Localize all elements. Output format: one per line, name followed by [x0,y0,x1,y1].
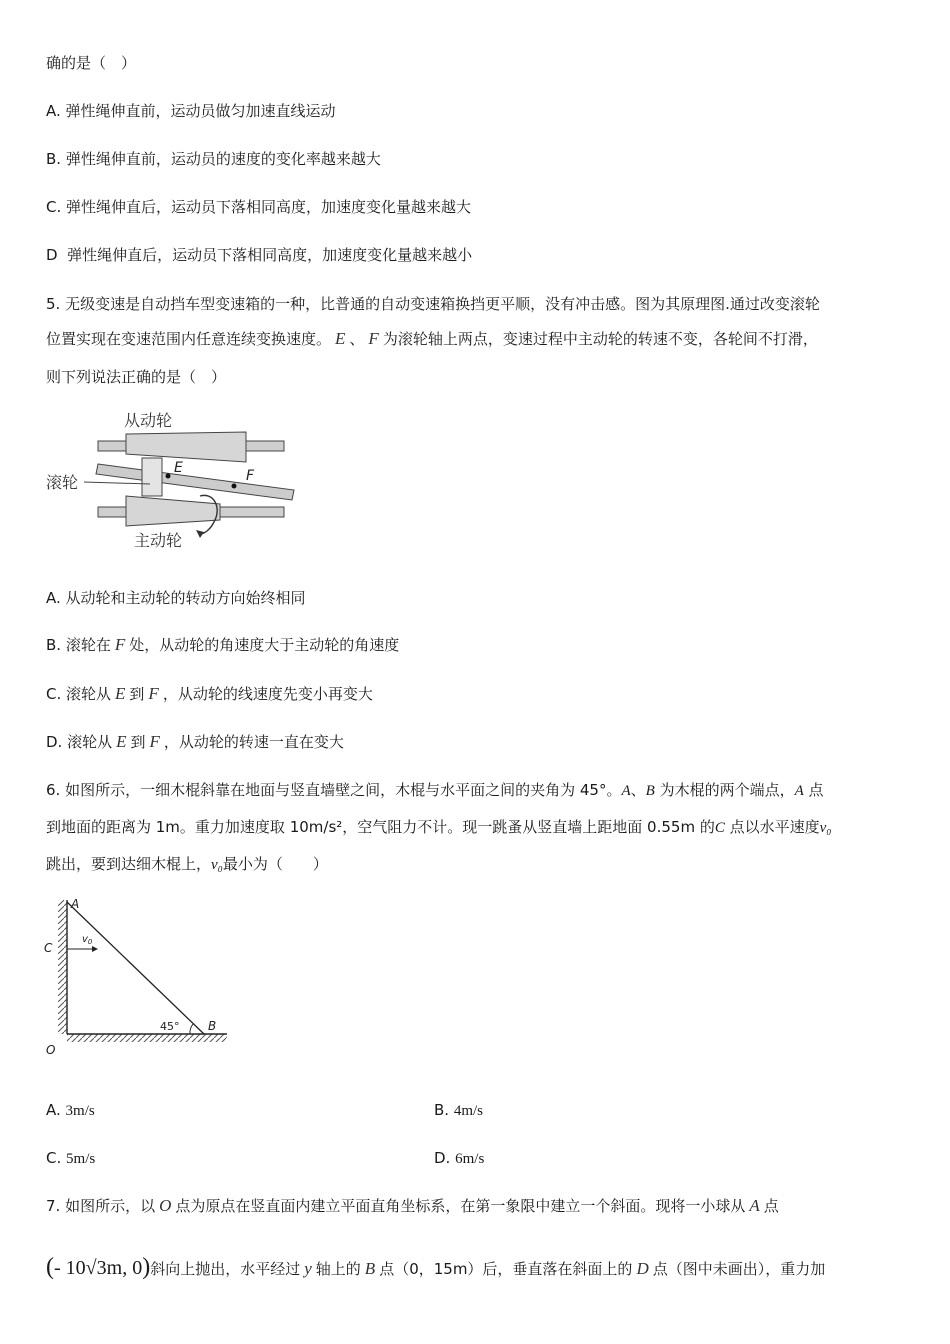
driver-wheel [126,496,220,526]
q7-stem-line2: (- 10√3m, 0)斜向上抛出，水平经过 y 轴上的 B 点（0，15m）后，垂直落在斜面上的 D 点（图中未画出），重力加 [46,1254,826,1280]
q4-option-a: A. 弹性绳伸直前，运动员做匀加速直线运动 [46,102,336,120]
roller [142,458,162,496]
angle-label: 45° [160,1020,180,1033]
ground [67,1034,227,1042]
label-c: C [44,941,53,955]
point-f-label: F [246,468,255,484]
q5-option-d: D. 滚轮从 E 到 F ，从动轮的转速一直在变大 [46,732,344,751]
q6-stem-line2: 到地面的距离为 1m。重力加速度取 10m/s²，空气阻力不计。现一跳蚤从竖直墙上距地面 0.55m 的C 点以水平速度v₀ [46,818,832,836]
point-e-label: E [174,460,183,476]
q6-option-a: A. 3m/s [46,1101,95,1119]
stick [67,902,204,1034]
driver-wheel-label: 主动轮 [134,531,183,550]
q4-option-c: C. 弹性绳伸直后，运动员下落相同高度，加速度变化量越来越大 [46,198,472,216]
stick-diagram [40,894,240,1060]
wall [58,900,67,1034]
q5-option-b: B. 滚轮在 F 处，从动轮的角速度大于主动轮的角速度 [46,635,400,654]
v0-label: $v_0$ [82,934,93,946]
q5-option-c: C. 滚轮从 E 到 F ，从动轮的线速度先变小再变大 [46,684,373,703]
q4-tail: 确的是（ ） [46,54,137,72]
q7-stem-line1: 7. 如图所示，以 O 点为原点在竖直面内建立平面直角坐标系，在第一象限中建立一个斜面。现将一小球从 A 点 [46,1196,779,1215]
cvt-diagram [44,408,304,558]
q6-stem-line3: 跳出，要到达细木棍上，v₀最小为（ ） [46,855,328,873]
driven-wheel-label: 从动轮 [124,411,173,430]
roller-label: 滚轮 [46,473,79,492]
angle-arc [190,1024,193,1034]
point-e [166,474,171,479]
point-f [232,484,237,489]
q5-stem-line1: 5. 无级变速是自动挡车型变速箱的一种，比普通的自动变速箱换挡更平顺，没有冲击感。图为其原理图.通过改变滚轮 [46,295,820,313]
q6-option-c: C. 5m/s [46,1149,96,1167]
q6-stem-line1: 6. 如图所示，一细木棍斜靠在地面与竖直墙壁之间，木棍与水平面之间的夹角为 45°。A、B 为木棍的两个端点，A 点 [46,781,824,799]
label-b: B [208,1019,217,1033]
q6-option-b: B. 4m/s [434,1101,484,1119]
roller-shaft [96,464,294,500]
label-o: O [46,1043,56,1057]
q4-option-d: D 弹性绳伸直后，运动员下落相同高度，加速度变化量越来越小 [46,246,473,264]
coordinate-a: (- 10√3m, 0) [46,1254,151,1280]
roller-leader [84,482,150,484]
label-a: A [71,897,80,911]
q6-option-d: D. 6m/s [434,1149,485,1167]
q5-option-a: A. 从动轮和主动轮的转动方向始终相同 [46,589,306,607]
q5-stem-line2: 位置实现在变速范围内任意连续变换速度。 E 、 F 为滚轮轴上两点，变速过程中主动轮的转速不变，各轮间不打滑， [46,329,818,348]
q5-stem-line3: 则下列说法正确的是（ ） [46,368,227,386]
q4-option-b: B. 弹性绳伸直前，运动员的速度的变化率越来越大 [46,150,381,168]
